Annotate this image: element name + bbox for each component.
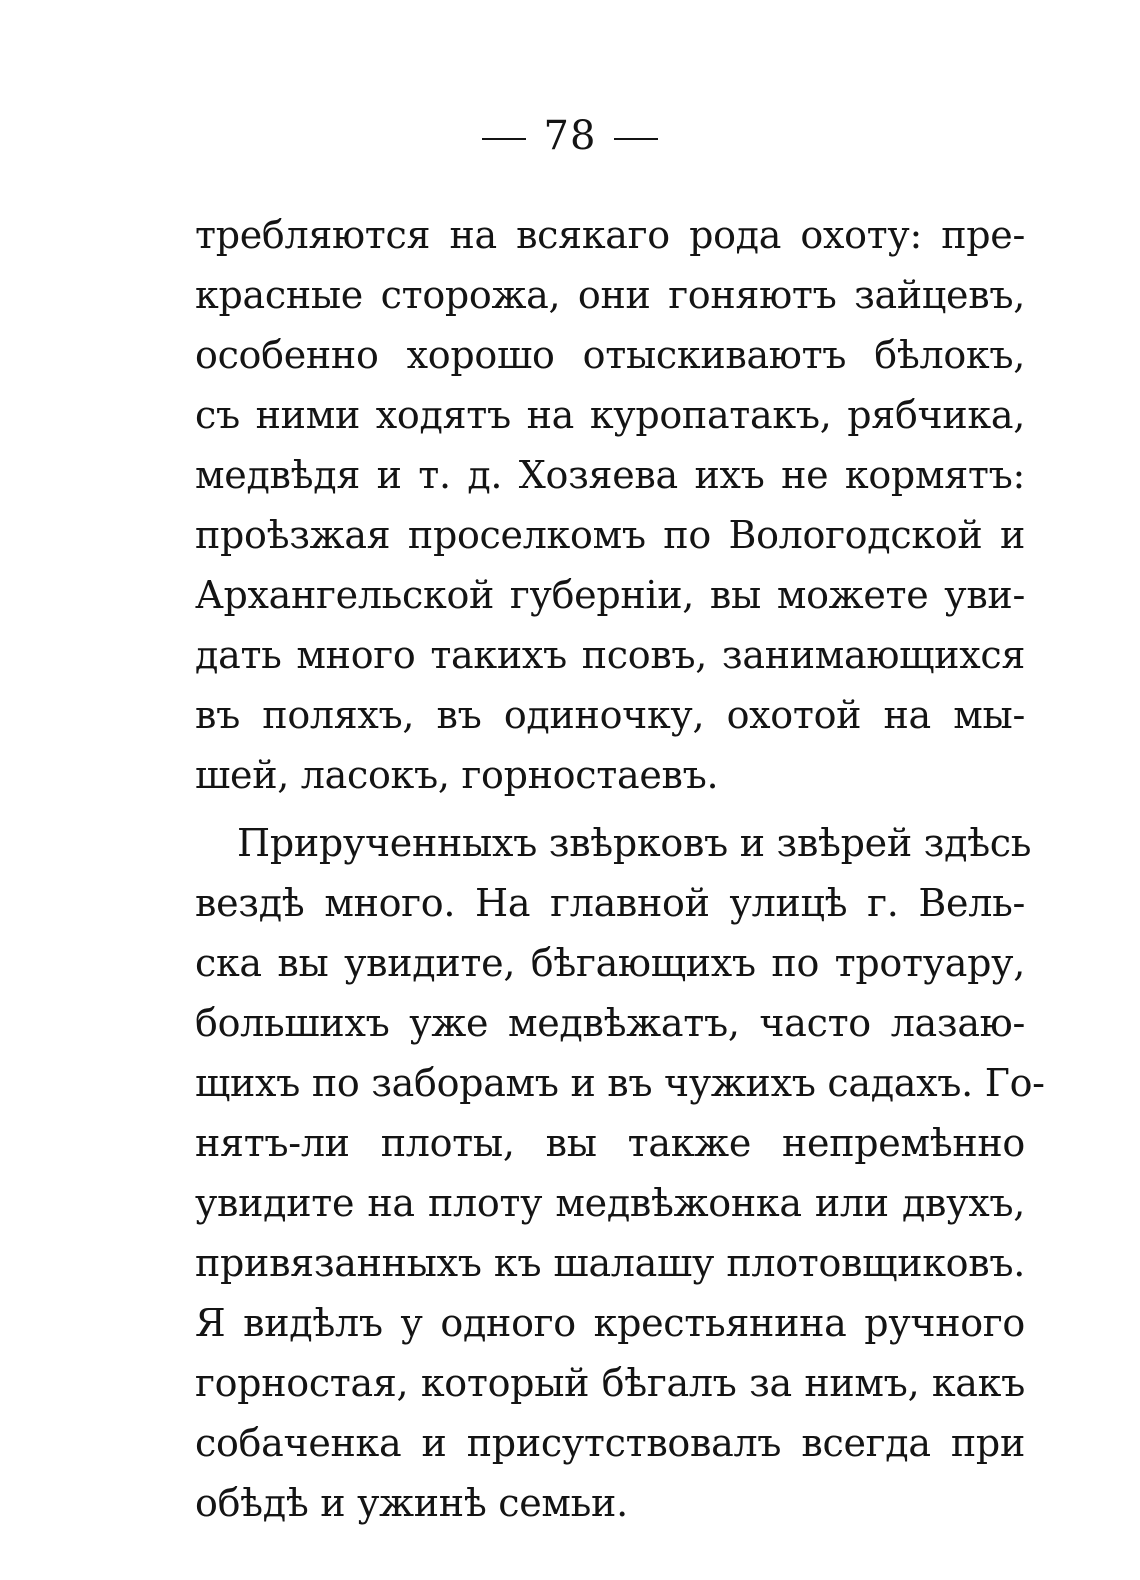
text-line: ска вы увидите, бѣгающихъ по тротуару,: [195, 941, 1025, 985]
text-line: большихъ уже медвѣжатъ, часто лазаю-: [195, 1001, 1025, 1045]
paragraph-2: [195, 813, 1045, 1533]
text-line: нятъ-ли плоты, вы также непремѣнно: [195, 1121, 1025, 1165]
page-number-header: [0, 108, 1140, 164]
text-line: Прирученныхъ звѣрковъ и звѣрей здѣсь: [237, 821, 1032, 865]
text-line: Архангельской губерніи, вы можете уви-: [195, 573, 1025, 617]
paragraph-gap: [195, 805, 1025, 813]
body-text: [195, 205, 1045, 1533]
text-line: горностая, который бѣгалъ за нимъ, какъ: [195, 1361, 1025, 1405]
page-number: 78: [543, 113, 597, 159]
text-line: привязанныхъ къ шалашу плотовщиковъ.: [195, 1241, 1025, 1285]
text-line: медвѣдя и т. д. Хозяева ихъ не кормятъ:: [195, 453, 1025, 497]
text-line: обѣдѣ и ужинѣ семьи.: [195, 1481, 628, 1525]
text-line: Я видѣлъ у одного крестьянина ручного: [195, 1301, 1025, 1345]
text-line: дать много такихъ псовъ, занимающихся: [195, 633, 1025, 677]
left-dash: [482, 138, 526, 140]
text-line: въ поляхъ, въ одиночку, охотой на мы-: [195, 693, 1025, 737]
text-line: проѣзжая проселкомъ по Вологодской и: [195, 513, 1025, 557]
text-line: щихъ по заборамъ и въ чужихъ садахъ. Го-: [195, 1061, 1045, 1105]
text-line: съ ними ходятъ на куропатакъ, рябчика,: [195, 393, 1025, 437]
text-line: шей, ласокъ, горностаевъ.: [195, 753, 719, 797]
text-line: вездѣ много. На главной улицѣ г. Вель-: [195, 881, 1025, 925]
text-line: особенно хорошо отыскиваютъ бѣлокъ,: [195, 333, 1025, 377]
text-line: увидите на плоту медвѣжонка или двухъ,: [195, 1181, 1025, 1225]
text-line: требляются на всякаго рода охоту: пре-: [195, 213, 1025, 257]
text-line: красные сторожа, они гоняютъ зайцевъ,: [195, 273, 1025, 317]
right-dash: [614, 138, 658, 140]
text-line: собаченка и присутствовалъ всегда при: [195, 1421, 1025, 1465]
paragraph-1: [195, 205, 1025, 805]
